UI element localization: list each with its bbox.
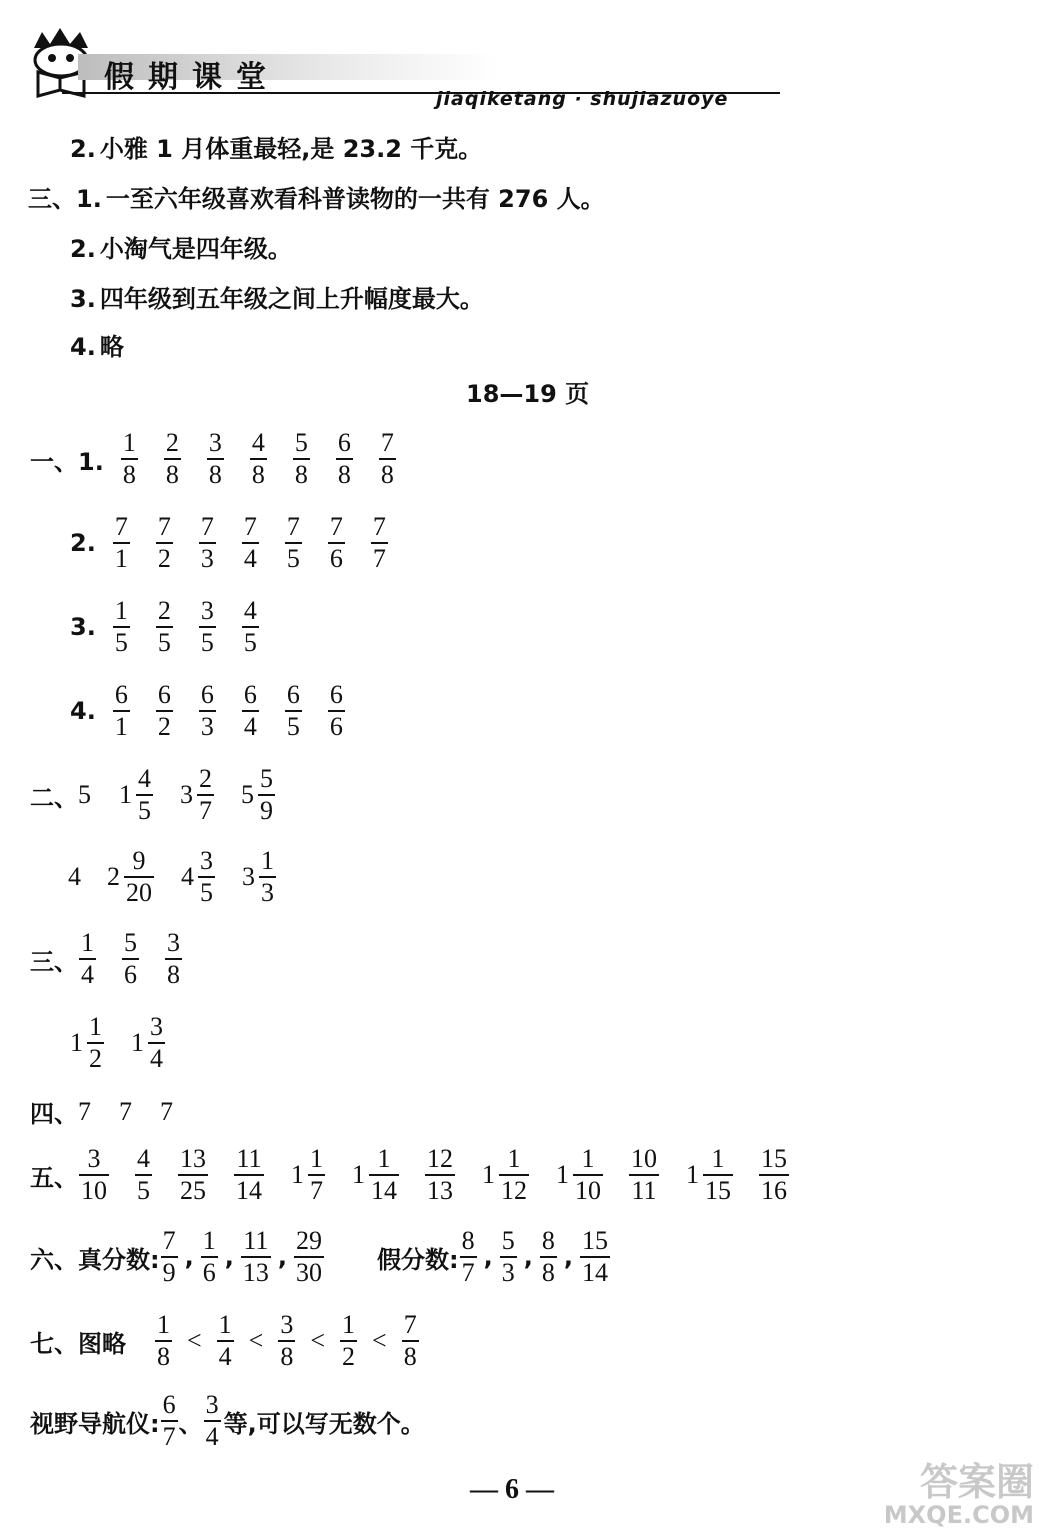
fraction: $\frac{7}{4}$: [243, 512, 257, 573]
watermark: [838, 1462, 1034, 1532]
fraction: $\frac{3}{8}$: [167, 928, 180, 989]
answer-line: 三、1. 一至六年级喜欢看科普读物的一共有 276 人。: [28, 185, 605, 213]
fraction: $\frac{15}{14}$: [581, 1226, 608, 1287]
fraction: $\frac{3}{4}$: [205, 1390, 219, 1451]
fraction: $\frac{2}{5}$: [157, 596, 171, 657]
q4-row: 四、 7 7 7: [30, 1096, 173, 1128]
fraction: $\frac{10}{11}$: [631, 1144, 657, 1205]
fraction: $\frac{7}{5}$: [286, 512, 300, 573]
fraction: $\frac{1}{6}$: [202, 1226, 216, 1287]
fraction: $\frac{8}{8}$: [541, 1226, 555, 1287]
mixed-fraction: $\frac{3}{5}$: [200, 846, 213, 907]
mixed-fraction: $\frac{5}{9}$: [260, 764, 273, 825]
fraction: $\frac{7}{6}$: [329, 512, 343, 573]
q1-row-4: 4. $\frac{6}{1}$ $\frac{6}{2}$ $\frac{6}{3}$ $\frac{6}{4}$ $\frac{6}{5}$ $\frac{6}{6}$: [70, 680, 343, 741]
fraction: $\frac{11}{13}$: [242, 1226, 269, 1287]
watermark-title: 答案圈: [919, 1460, 1034, 1504]
q1-row-2: 2. $\frac{7}{1}$ $\frac{7}{2}$ $\frac{7}{3}$ $\frac{7}{4}$ $\frac{7}{5}$ $\frac{7}{6}$ $\frac{7}{7}$: [70, 512, 386, 573]
q1-row-1: 一、1. $\frac{1}{8}$ $\frac{2}{8}$ $\frac{3}{8}$ $\frac{4}{8}$ $\frac{5}{8}$ $\frac{6}{8}$ $\frac{7}{8}$: [30, 428, 394, 489]
fraction: $\frac{2}{8}$: [165, 428, 179, 489]
fraction: $\frac{1}{4}$: [81, 928, 94, 989]
q3-row-2: 1 $\frac{1}{2}$ 1 $\frac{3}{4}$: [70, 1012, 163, 1073]
fraction: $\frac{8}{7}$: [461, 1226, 475, 1287]
fraction: $\frac{1}{4}$: [218, 1310, 232, 1371]
fraction: $\frac{7}{7}$: [372, 512, 386, 573]
fraction: $\frac{6}{1}$: [114, 680, 128, 741]
fraction: $\frac{6}{2}$: [157, 680, 171, 741]
header: [22, 22, 782, 110]
header-title: 假期课堂: [104, 60, 280, 95]
fraction: $\frac{6}{6}$: [329, 680, 343, 741]
fraction: $\frac{7}{2}$: [157, 512, 171, 573]
vision-row: 视野导航仪: $\frac{6}{7}$ 、 $\frac{3}{4}$ 等,可以写无数个。: [30, 1390, 425, 1451]
fraction: $\frac{7}{8}$: [380, 428, 394, 489]
q6-row: 六、真分数: $\frac{7}{9}$ , $\frac{1}{6}$ , $\frac{11}{13}$ , $\frac{29}{30}$ 假分数: $\frac{8}{7}$ , $\frac{5}{3}$ , $\frac{8}{8}$ , $\frac{15}{14}$: [30, 1226, 608, 1287]
section-title: 18—19 页: [466, 380, 590, 408]
fraction: $\frac{29}{30}$: [295, 1226, 322, 1287]
mixed-fraction: $\frac{4}{5}$: [138, 764, 151, 825]
mixed-fraction: $\frac{1}{10}$: [575, 1144, 601, 1205]
fraction: $\frac{3}{5}$: [200, 596, 214, 657]
mixed-fraction: $\frac{1}{7}$: [310, 1144, 323, 1205]
fraction: $\frac{4}{5}$: [243, 596, 257, 657]
fraction: $\frac{6}{4}$: [243, 680, 257, 741]
fraction: $\frac{6}{8}$: [337, 428, 351, 489]
answer-line: 4. 略: [70, 333, 124, 361]
mixed-fraction: $\frac{1}{2}$: [89, 1012, 102, 1073]
mixed-fraction: $\frac{3}{4}$: [150, 1012, 163, 1073]
q1-row-3: 3. $\frac{1}{5}$ $\frac{2}{5}$ $\frac{3}{5}$ $\frac{4}{5}$: [70, 596, 257, 657]
fraction: $\frac{3}{8}$: [208, 428, 222, 489]
fraction: $\frac{4}{5}$: [137, 1144, 150, 1205]
mixed-fraction: $\frac{9}{20}$: [126, 846, 152, 907]
fraction: $\frac{12}{13}$: [427, 1144, 453, 1205]
fraction: $\frac{1}{8}$: [157, 1310, 170, 1371]
fraction: $\frac{15}{16}$: [761, 1144, 787, 1205]
fraction: $\frac{7}{8}$: [403, 1310, 417, 1371]
mixed-fraction: $\frac{1}{12}$: [501, 1144, 527, 1205]
q5-row: 五、 $\frac{3}{10}$ $\frac{4}{5}$ $\frac{13}{25}$ $\frac{11}{14}$ 1 $\frac{1}{7}$ 1 $\frac{1}{14}$ $\frac{12}{13}$ 1 $\frac{1}{12}$ 1 $\frac{1}{10}$ $\frac{10}{11}$ 1 $\frac{1}{15}$ $\frac{15}{16}$: [30, 1144, 787, 1205]
fraction: $\frac{1}{8}$: [122, 428, 136, 489]
answer-line: 2. 小雅 1 月体重最轻,是 23.2 千克。: [70, 135, 483, 163]
mixed-fraction: $\frac{1}{3}$: [261, 846, 274, 907]
q2-row-2: 4 2 $\frac{9}{20}$ 4 $\frac{3}{5}$ 3 $\frac{1}{3}$: [68, 846, 274, 907]
fraction: $\frac{7}{1}$: [114, 512, 128, 573]
fraction: $\frac{7}{3}$: [200, 512, 214, 573]
fraction: $\frac{3}{8}$: [280, 1310, 294, 1371]
fraction: $\frac{1}{5}$: [114, 596, 128, 657]
header-subtitle: jiaqiketang · shujiazuoye: [436, 88, 729, 110]
watermark-url: MXQE.COM: [883, 1501, 1034, 1529]
q7-row: 七、图略 $\frac{1}{8}$ < $\frac{1}{4}$ < $\frac{3}{8}$ < $\frac{1}{2}$ < $\frac{7}{8}$: [30, 1310, 417, 1371]
mixed-fraction: $\frac{1}{14}$: [371, 1144, 397, 1205]
answer-line: 2. 小淘气是四年级。: [70, 235, 292, 263]
fraction: $\frac{6}{7}$: [162, 1390, 176, 1451]
fraction: $\frac{11}{14}$: [236, 1144, 262, 1205]
fraction: $\frac{5}{6}$: [124, 928, 137, 989]
fraction: $\frac{6}{3}$: [200, 680, 214, 741]
fraction: $\frac{13}{25}$: [180, 1144, 206, 1205]
mixed-fraction: $\frac{1}{15}$: [705, 1144, 731, 1205]
mixed-fraction: $\frac{2}{7}$: [199, 764, 212, 825]
q2-row-1: 二、 5 1 $\frac{4}{5}$ 3 $\frac{2}{7}$ 5 $\frac{5}{9}$: [30, 764, 273, 825]
q3-row-1: 三、 $\frac{1}{4}$ $\frac{5}{6}$ $\frac{3}{8}$: [30, 928, 180, 989]
fraction: $\frac{1}{2}$: [342, 1310, 356, 1371]
fraction: $\frac{7}{9}$: [162, 1226, 176, 1287]
page-number: — 6 —: [470, 1474, 554, 1505]
fraction: $\frac{6}{5}$: [286, 680, 300, 741]
fraction: $\frac{3}{10}$: [81, 1144, 107, 1205]
fraction: $\frac{4}{8}$: [251, 428, 265, 489]
fraction: $\frac{5}{3}$: [501, 1226, 515, 1287]
answer-line: 3. 四年级到五年级之间上升幅度最大。: [70, 285, 484, 313]
fraction: $\frac{5}{8}$: [294, 428, 308, 489]
